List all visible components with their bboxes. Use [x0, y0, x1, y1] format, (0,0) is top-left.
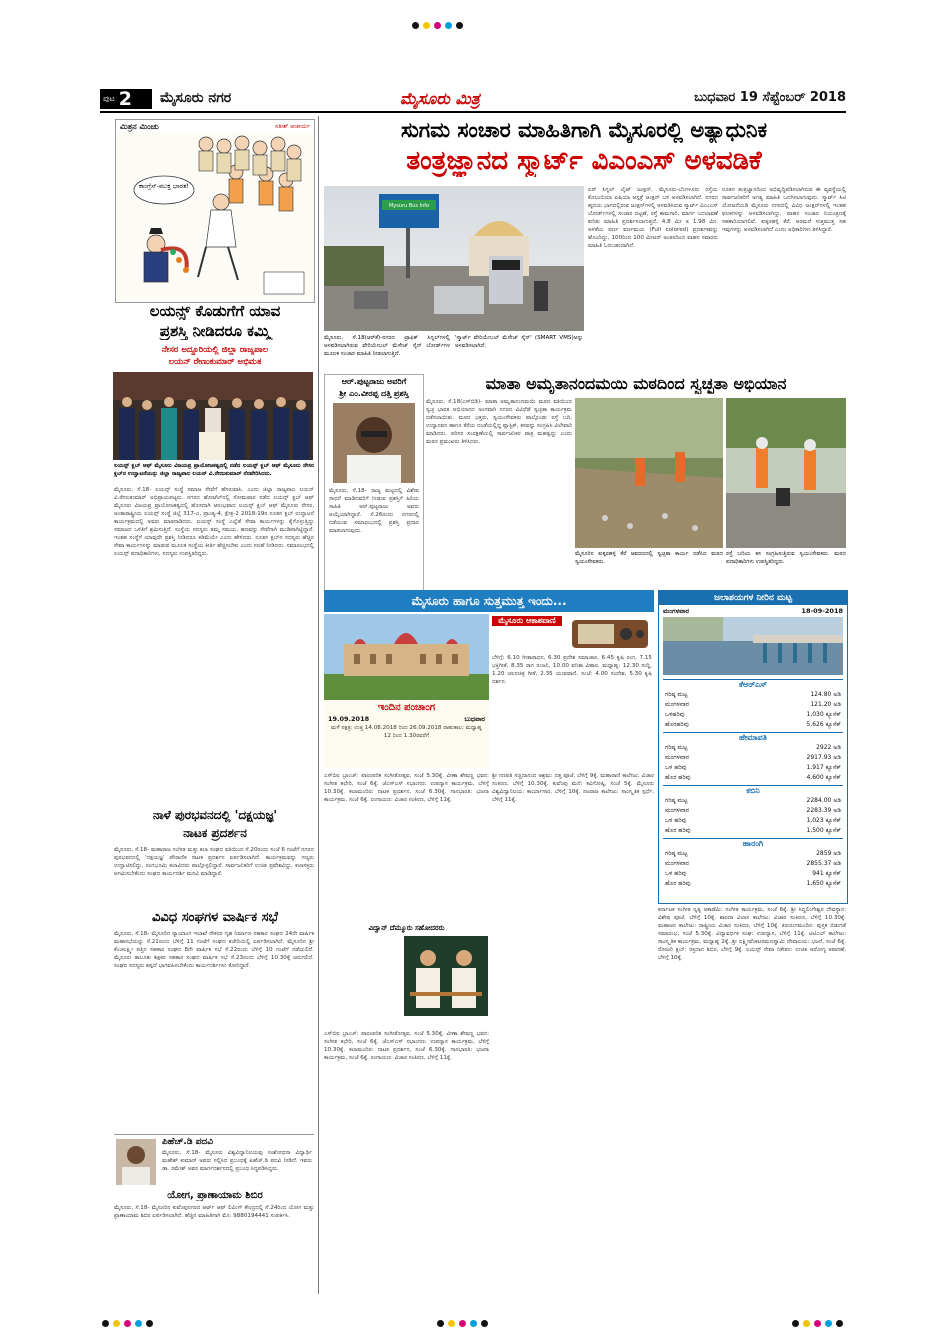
dam-row-label: ಹೊರ ಹರಿವು [665, 774, 691, 781]
dam-name: ಕಬಿನಿ [663, 785, 843, 796]
concert-box [324, 924, 489, 1024]
radio-box [492, 614, 654, 768]
dam-row-label: ಒಳಹರಿವು [665, 711, 685, 718]
today-events: ಎಸ್‌ಬಿಐ ಬ್ರಾಂಚ್: ಪಾರಂಪರಿಕ ಸಂಗೀತೋತ್ಸವ, ಸಂಜೆ 5.30ಕ್ಕೆ. ವೀಣಾ ಶೇಷಣ್ಣ ಭವನ: ಸಂಗೀತ ಕಛೇರಿ, ಸಂಜೆ 6ಕ್ಕೆ. ಜೆಎಸ್‌ಎಸ್ ಸಭಾಂಗಣ: ಉಪನ್ಯಾಸ ಕಾರ್ಯಕ್ರಮ, ಬೆಳಿಗ್ಗೆ 10.30ಕ್ಕೆ. ಕಲಾಮಂದಿರ: ನಾಟಕ ಪ್ರದರ್ಶನ, ಸಂಜೆ 6.30ಕ್ಕೆ. ಗಾನಭಾರತಿ: ಭಜನಾ ಕಾರ್ಯಕ್ರಮ, ಸಂಜೆ 6ಕ್ಕೆ. ರಂಗಾಯಣ: ವಿಚಾರ ಸಂಕಿರಣ, ಬೆಳಿಗ್ಗೆ 11ಕ್ಕೆ. [324, 773, 489, 803]
panchanga-title: ಇಂದಿನ ಪಂಚಾಂಗ [377, 702, 436, 713]
today-banner-text: ಮೈಸೂರು ಹಾಗೂ ಸುತ್ತಮುತ್ತ ಇಂದು... [411, 593, 567, 608]
reservoir-date: 18-09-2018 [801, 607, 843, 615]
dam-row-value: 4,600 ಕ್ಯೂಸೆಕ್ [806, 774, 841, 781]
dam-row [663, 710, 843, 720]
dam-row-label: ಗರಿಷ್ಠ ಮಟ್ಟ [665, 691, 688, 698]
dam-row-value: 1,650 ಕ್ಯೂಸೆಕ್ [806, 880, 841, 887]
yoga-body: ಮೈಸೂರು, ಸೆ.18- ಮೈಸೂರಿನ ಕುವೆಂಪುನಗರದ ಆರ್ಟ್ ಆಫ್ ಲಿವಿಂಗ್ ಕೇಂದ್ರದಲ್ಲಿ ಸೆ.24ರಿಂದ ಯೋಗ ಮತ್ತು ಪ್ರಾಣಾಯಾಮ ಶಿಬಿರ ಏರ್ಪಡಿಸಲಾಗಿದೆ. ಹೆಚ್ಚಿನ ಮಾಹಿತಿಗಾಗಿ ಮೊ: 9880194441 ಸಂಪರ್ಕಿಸಿ. [114, 1205, 314, 1219]
registration-marks-bottom-mid [435, 1312, 490, 1331]
panchanga-box [324, 700, 489, 768]
drama-headline-1: ನಾಳೆ ಪುರಭವನದಲ್ಲಿ 'ದಕ್ಷಯಜ್ಞ' [152, 808, 278, 822]
cartoon-title: ಮಿತ್ರನ ಮಿಂಚು [120, 122, 159, 131]
lead-body-a: ಏರ್ ಸಿಗ್ನಲ್ ಲೈಟ್ ಜಂಕ್ಷನ್, ಮೈಸೂರು-ಬೆಂಗಳೂರು ರಸ್ತೆಯ ಕೊಲಂಬಿಯಾ ಏಷಿಯಾ ಆಸ್ಪತ್ರೆ ಜಂಕ್ಷನ್ ಬಳಿ ಅಳವಡಿಸಲಾಗಿದೆ. ನಗರದ ಹೃದಯ ಭಾಗದಲ್ಲಿರುವ ಜಂಕ್ಷನ್‌ಗಳಲ್ಲಿ ಅಳವಡಿಸಿರುವ ಸ್ಮಾರ್ಟ್ ವಿಎಂಎಸ್ ಬೋರ್ಡ್‌ಗಳಲ್ಲಿ ಸಂಚಾರ ದಟ್ಟಣೆ, ರಸ್ತೆ ಕಾಮಗಾರಿ, ಮಾರ್ಗ ಬದಲಾವಣೆ ಕುರಿತು ಮಾಹಿತಿ ಪ್ರದರ್ಶಿಸಲಾಗುತ್ತದೆ. 4.8 ಮೀ x 1.98 ಮೀ. ಅಳತೆಯ ಪರ್ಣ ವರ್ಣಮಯ (Full colored) ಪ್ರದರ್ಶಕವನ್ನು ಹೊಂದಿದ್ದು, 100ರಿಂದ 100 ಮೀಟರ್ ಅಂತರದಿಂದ ವಾಹನ ಸವಾರರು ಮಾಹಿತಿ ಓದಬಹುದಾಗಿದೆ. [588, 187, 718, 249]
lions-headline-2: ಪ್ರಶಸ್ತಿ ನೀಡಿದರೂ ಕಮ್ಮಿ [159, 322, 271, 340]
clean-photo-2 [726, 398, 846, 548]
radio-text: ಬೆಳಿಗ್ಗೆ: 6.10 ಗೀತಾರಾಧನ, 6.30 ಪ್ರದೇಶ ಸಮಾಚಾರ, 6.45 ಕೃಷಿ ರಂಗ, 7.15 ಭಕ್ತಿಗೀತೆ, 8.35 ರಾಗ ರಂಜನಿ, 10.00 ವನಿತಾ ವಿಹಾರ. ಮಧ್ಯಾಹ್ನ: 12.30 ಸುದ್ದಿ, 1.20 ಚಲನಚಿತ್ರ ಗೀತೆ, 2.35 ಯುವವಾಣಿ. ಸಂಜೆ: 4.00 ಸಂದೇಶ, 5.30 ಕೃಷಿ ದರ್ಶನ. [492, 655, 652, 685]
reservoir-title: ಜಲಾಶಯಗಳ ನೀರಿನ ಮಟ್ಟ [659, 591, 847, 605]
dam-row-value: 1,500 ಕ್ಯೂಸೆಕ್ [806, 827, 841, 834]
dam-row-label: ಹೊರಹರಿವು [665, 721, 689, 728]
honor-body: ಮೈಸೂರು, ಸೆ.18- ರಾಜ್ಯ ಮಟ್ಟದಲ್ಲಿ ವಿಶೇಷ ಸಾಧನೆ ಮಾಡಿದವರಿಗೆ ನೀಡುವ ಪ್ರಶಸ್ತಿಗೆ ಹಿರಿಯ ಸಾಹಿತಿ ಆರ್.ಪುಟ್ಟರಾಜು ಅವರು ಆಯ್ಕೆಯಾಗಿದ್ದಾರೆ. ಸೆ.26ರಂದು ನಗರದಲ್ಲಿ ನಡೆಯುವ ಸಮಾರಂಭದಲ್ಲಿ ಪ್ರಶಸ್ತಿ ಪ್ರದಾನ ಮಾಡಲಾಗುವುದು. [329, 488, 419, 534]
dam-row-label: ಮಂಗಳವಾರ [665, 807, 690, 814]
lead-headline-1: ಸುಗಮ ಸಂಚಾರ ಮಾಹಿತಿಗಾಗಿ ಮೈಸೂರಲ್ಲಿ ಅತ್ಯಾಧುನಿಕ [400, 118, 768, 142]
lead-body-b: ನೂತನ ತಂತ್ರಜ್ಞಾನದಿಂದ ಅಭಿವೃದ್ಧಿಪಡಿಸಲಾಗಿರುವ ಈ ವ್ಯವಸ್ಥೆಯಲ್ಲಿ ಸಾರ್ವಜನಿಕರಿಗೆ ಅಗತ್ಯ ಮಾಹಿತಿ ಒದಗಿಸಲಾಗುವುದು. ಸ್ಮಾರ್ಟ್ ಸಿಟಿ ಯೋಜನೆಯಡಿ ಮೈಸೂರು ನಗರದಲ್ಲಿ ವಿವಿಧ ಜಂಕ್ಷನ್‌ಗಳಲ್ಲಿ ಇಂತಹ ಫಲಕಗಳನ್ನು ಅಳವಡಿಸಲಾಗಿದ್ದು, ವಾಹನ ಸಂಚಾರ ನಿಯಂತ್ರಣಕ್ಕೆ ಸಹಕಾರಿಯಾಗಲಿವೆ. ಕುಕ್ಕರಹಳ್ಳಿ ಕೆರೆ, ಅರಮನೆ ಸುತ್ತಮುತ್ತ ಸಹ ಇವುಗಳನ್ನು ಅಳವಡಿಸಲಾಗಿದೆ ಎಂದು ಅಧಿಕಾರಿಗಳು ತಿಳಿಸಿದ್ದಾರೆ. [722, 187, 846, 233]
radio-title: ಮೈಸೂರು ಆಕಾಶವಾಣಿ [492, 616, 562, 626]
clean-caption-2: ರಸ್ತೆ ಬದಿಯ ಕಸ ಸಂಗ್ರಹಿಸುತ್ತಿರುವ ಸ್ವಯಂಸೇವಕರು. ಮಠದ ಪದಾಧಿಕಾರಿಗಳು ಉಪಸ್ಥಿತರಿದ್ದರು. [726, 551, 846, 565]
dam-table [663, 796, 843, 836]
lions-caption: ಲಯನ್ಸ್ ಕ್ಲಬ್ ಆಫ್ ಮೈಸೂರು ವಿಜಯಪ್ರ ಪ್ರಾಯೋಜಕತ್ವದಲ್ಲಿ ನಡೆದ ಲಯನ್ಸ್ ಕ್ಲಬ್ ಆಫ್ ಮೈಸೂರು ನೇಸರ ಕ್ಲಬ್‌ನ ಉದ್ಘಾಟನೆಯನ್ನು ಜಿಲ್ಲಾ ರಾಜ್ಯಪಾಲ ಲಯನ್ ವಿ.ರೇಣುಕುಮಾರ್ ನೆರವೇರಿಸಿದರು. [114, 463, 314, 477]
cartoon-box [115, 119, 315, 303]
cartoon-bubble: ಕಾಂಗ್ರೆಸ್-ಮುಕ್ತ ಭಾರತ! [138, 182, 190, 190]
masthead-rule [100, 111, 846, 113]
dam-row-value: 1,023 ಕ್ಯೂಸೆಕ್ [806, 817, 841, 824]
registration-marks-bottom-right [790, 1312, 845, 1331]
dam-row [663, 796, 843, 806]
dam-row-value: 2283.39 ಅಡಿ [806, 807, 841, 814]
dam-row [663, 753, 843, 763]
dam-row-value: 2917.93 ಅಡಿ [806, 754, 841, 761]
registration-marks-top [410, 14, 465, 33]
phd-box [114, 1134, 314, 1187]
dam-name: ಹೇಮಾವತಿ [663, 732, 843, 743]
drama-body: ಮೈಸೂರು, ಸೆ.18- ಮಹಾರಾಜ ಸಂಗೀತ ಮತ್ತು ಕಲಾ ಸಂಘದ ವತಿಯಿಂದ ಸೆ.20ರಂದು ಸಂಜೆ 6 ಗಂಟೆಗೆ ನಗರದ ಪುರಭವನದಲ್ಲಿ 'ದಕ್ಷಯಜ್ಞ' ಪೌರಾಣಿಕ ನಾಟಕ ಪ್ರದರ್ಶನ ಏರ್ಪಡಿಸಲಾಗಿದೆ. ಕಾರ್ಯಕ್ರಮವನ್ನು ಗಣ್ಯರು ಉದ್ಘಾಟಿಸಲಿದ್ದು, ರಂಗಭೂಮಿ ಕಲಾವಿದರು ಪಾಲ್ಗೊಳ್ಳಲಿದ್ದಾರೆ. ಸಾರ್ವಜನಿಕರಿಗೆ ಉಚಿತ ಪ್ರವೇಶವಿದ್ದು, ಕಲಾಸಕ್ತರು ಆಗಮಿಸಬೇಕೆಂದು ಸಂಘದ ಕಾರ್ಯದರ್ಶಿ ಮನವಿ ಮಾಡಿದ್ದಾರೆ. [114, 847, 314, 877]
yoga-title: ಯೋಗ, ಪ್ರಾಣಾಯಾಮ ಶಿಬಿರ [167, 1190, 263, 1201]
dam-table [663, 849, 843, 889]
lead-caption-2: 'ಸ್ಮಾರ್ಟ್ ವೇರಿಯೇಬಲ್ ಮೆಸೇಜ್ ಸೈನ್' (SMART VMS)ಅನ್ನು ಅಳವಡಿಸಲಾಗಿದೆ. [455, 335, 583, 349]
dam-row [663, 773, 843, 783]
dam-row-label: ಹೊರ ಹರಿವು [665, 880, 691, 887]
cartoon-artist: ಸತೀಶ್ ಆಚಾರ್ಯ [275, 123, 310, 130]
lead-caption-1: ಮೈಸೂರು, ಸೆ.18(ಆರ್‌ಕೆ)-ನಗರದ ಟ್ರಾಫಿಕ್ ಸಿಗ್ನಲ್‌ಗಳಲ್ಲಿ ಅಳವಡಿಸಲಾಗಿರುವ ವೇರಿಯೇಬಲ್ ಮೆಸೇಜ್ ಸೈನ್ ಬೋರ್ಡ್‌ಗಳ ಮೂಲಕ ಸಂಚಾರ ಮಾಹಿತಿ ನೀಡಲಾಗುತ್ತಿದೆ. [324, 335, 450, 357]
dam-row-value: 124.80 ಅಡಿ [810, 691, 841, 698]
meetings-headline: ವಿವಿಧ ಸಂಘಗಳ ವಾರ್ಷಿಕ ಸಭೆ [152, 910, 278, 925]
lions-headline-1: ಲಯನ್ಸ್ ಕೊಡುಗೆಗೆ ಯಾವ [149, 302, 281, 320]
dam-row [663, 743, 843, 753]
honor-title-1: ಆರ್.ಪುಟ್ಟರಾಜು ಅವರಿಗೆ [341, 377, 407, 386]
lions-body: ಮೈಸೂರು, ಸೆ.18- ಲಯನ್ಸ್ ಸಂಸ್ಥೆ ಸಮಾಜ ಸೇವೆಗೆ ಹೆಸರುವಾಸಿ. ಎಂದು ಜಿಲ್ಲಾ ರಾಜ್ಯಪಾಲ ಲಯನ್ ವಿ.ರೇಣುಕುಮಾರ್ ಅಭಿಪ್ರಾಯಪಟ್ಟರು. ನಗರದ ಹೋಟೆಲ್‌ನಲ್ಲಿ ಸೋಮವಾರ ನಡೆದ ಲಯನ್ಸ್ ಕ್ಲಬ್ ಆಫ್ ಮೈಸೂರು ವಿಜಯಪ್ರ ಪ್ರಾಯೋಜಕತ್ವದಲ್ಲಿ ಹೊಸದಾಗಿ ಆರಂಭವಾದ ಲಯನ್ಸ್ ಕ್ಲಬ್ ಆಫ್ ಮೈಸೂರು ನೇಸರ, ಅಂತಾರಾಷ್ಟ್ರೀಯ ಲಯನ್ಸ್ ಸಂಸ್ಥೆ ಜಿಲ್ಲೆ 317-ಎ, ಪ್ರಾಂತ್ಯ-4, ಕ್ಷೇತ್ರ-2 2018-19ರ ನೂತನ ಕ್ಲಬ್ ಉದ್ಘಾಟನೆ ಕಾರ್ಯಕ್ರಮದಲ್ಲಿ ಅವರು ಮಾತನಾಡಿದರು. ಲಯನ್ಸ್ ಸಂಸ್ಥೆ ಎಲ್ಲೆಡೆ ಸೇವಾ ಕಾರ್ಯಗಳನ್ನು ಕೈಗೊಳ್ಳುತ್ತಿದ್ದು ಸಮಾಜದ ಒಳಿತಿಗೆ ಶ್ರಮಿಸುತ್ತಿದೆ. ಸಂಸ್ಥೆಯ ಸದಸ್ಯರು ತಮ್ಮ ಸಮಯ, ಹಣವನ್ನು ಸೇವೆಗಾಗಿ ಮುಡಿಪಾಗಿಟ್ಟಿದ್ದಾರೆ. ಇಂತಹ ಸಂಸ್ಥೆಗೆ ಯಾವುದೇ ಪ್ರಶಸ್ತಿ ನೀಡಿದರೂ ಕಡಿಮೆಯೇ ಎಂದು ಹೇಳಿದರು. ನೂತನ ಕ್ಲಬ್‌ನ ಸದಸ್ಯರು ಹೆಚ್ಚಿನ ಸೇವಾ ಕಾರ್ಯಗಳನ್ನು ಮಾಡುವ ಮೂಲಕ ಸಂಸ್ಥೆಯ ಕೀರ್ತಿ ಹೆಚ್ಚಿಸಬೇಕು ಎಂದು ಸಲಹೆ ನೀಡಿದರು. ಸಮಾರಂಭದಲ್ಲಿ ಲಯನ್ಸ್ ಪದಾಧಿಕಾರಿಗಳು, ಸದಸ್ಯರು ಉಪಸ್ಥಿತರಿದ್ದರು. [114, 487, 314, 557]
panchanga-date: 19.09.2018 [328, 715, 370, 723]
lead-sign-text: Mysuru Bus Info [388, 203, 430, 209]
reservoir-day: ಮಂಗಳವಾರ [663, 607, 690, 615]
registration-marks-bottom-left [100, 1312, 155, 1331]
dam-row-label: ಒಳ ಹರಿವು [665, 870, 687, 877]
phd-body: ಮೈಸೂರು, ಸೆ.18- ಮೈಸೂರು ವಿಶ್ವವಿದ್ಯಾನಿಲಯವು ಸಂಶೋಧನಾ ವಿದ್ಯಾರ್ಥಿ ಮಹೇಶ್ ಕುಮಾರ್ ಅವರು ಸಲ್ಲಿಸಿದ ಪ್ರಬಂಧಕ್ಕೆ ಪಿಹೆಚ್.ಡಿ ಪದವಿ ನೀಡಿದೆ. ಇವರು ಡಾ. ರಮೇಶ್ ಅವರ ಮಾರ್ಗದರ್ಶನದಲ್ಲಿ ಪ್ರಬಂಧ ಸಿದ್ಧಪಡಿಸಿದ್ದರು. [162, 1150, 312, 1172]
dam-row [663, 879, 843, 889]
palace-photo [324, 614, 489, 700]
dam-photo [663, 617, 843, 675]
clean-photo-1 [575, 398, 723, 548]
concert-title: ವಿದ್ವಾನ್ ದೆಮ್ಮೂರು ಸಹೋದರರು [368, 924, 445, 932]
dam-row-label: ಒಳ ಹರಿವು [665, 817, 687, 824]
paper-name: ಮೈಸೂರು ಮಿತ್ರ [400, 89, 480, 108]
reservoir-below-text: ಕರ್ನಾಟಕ ಸಂಗೀತ ನೃತ್ಯ ಅಕಾಡೆಮಿ: ಸಂಗೀತ ಕಾರ್ಯಕ್ರಮ, ಸಂಜೆ 6ಕ್ಕೆ. ಶ್ರೀ ಸಿದ್ಧಲಿಂಗೇಶ್ವರ ದೇವಸ್ಥಾನ: ವಿಶೇಷ ಪೂಜೆ, ಬೆಳಿಗ್ಗೆ 10ಕ್ಕೆ. ಶಾರದಾ ವಿಲಾಸ ಕಾಲೇಜು: ವಿಚಾರ ಸಂಕಿರಣ, ಬೆಳಿಗ್ಗೆ 10.30ಕ್ಕೆ. ಮಹಾಜನ ಕಾಲೇಜು: ರಾಷ್ಟ್ರೀಯ ವಿಚಾರ ಸಂಕಿರಣ, ಬೆಳಿಗ್ಗೆ 10ಕ್ಕೆ. ಕಿರುರಂಗಮಂದಿರ: ಪುಸ್ತಕ ಬಿಡುಗಡೆ ಸಮಾರಂಭ, ಸಂಜೆ 5.30ಕ್ಕೆ. ವಿದ್ಯಾವರ್ಧಕ ಸಂಘ: ಉಪನ್ಯಾಸ, ಬೆಳಿಗ್ಗೆ 11ಕ್ಕೆ. ಟಿಟಿಎಲ್ ಕಾಲೇಜು: ಸಾಂಸ್ಕೃತಿಕ ಕಾರ್ಯಕ್ರಮ, ಮಧ್ಯಾಹ್ನ 2ಕ್ಕೆ. ಶ್ರೀ ಲಕ್ಷ್ಮೀವೆಂಕಟರಮಣಸ್ವಾಮಿ ದೇವಾಲಯ: ಭಜನೆ, ಸಂಜೆ 6ಕ್ಕೆ. ರೋಟರಿ ಕ್ಲಬ್: ರಕ್ತದಾನ ಶಿಬಿರ, ಬೆಳಿಗ್ಗೆ 9ಕ್ಕೆ. ಲಯನ್ಸ್ ಸೇವಾ ನಿಕೇತನ: ಉಚಿತ ಆರೋಗ್ಯ ತಪಾಸಣೆ, ಬೆಳಿಗ್ಗೆ 10ಕ್ಕೆ. [658, 907, 846, 961]
dam-row-label: ಮಂಗಳವಾರ [665, 860, 690, 867]
meetings-body: ಮೈಸೂರು, ಸೆ.18- ಮೈಸೂರಿನ ನ್ಯಾಯಾಂಗ ಇಲಾಖೆ ನೌಕರರ ಗೃಹ ನಿರ್ಮಾಣ ಸಹಕಾರ ಸಂಘದ 24ನೇ ವಾರ್ಷಿಕ ಮಹಾಸಭೆಯನ್ನು ಸೆ.21ರಂದು ಬೆಳಿಗ್ಗೆ 11 ಗಂಟೆಗೆ ಸಂಘದ ಕಚೇರಿಯಲ್ಲಿ ಏರ್ಪಡಿಸಲಾಗಿದೆ. ಮೈಸೂರಿನ ಶ್ರೀ ಕೆಂಚಲಕ್ಷ್ಮೀ ಪತ್ತಿನ ಸಹಕಾರ ಸಂಘದ 8ನೇ ವಾರ್ಷಿಕ ಸಭೆ ಸೆ.22ರಂದು ಬೆಳಿಗ್ಗೆ 10 ಗಂಟೆಗೆ ನಡೆಯಲಿದೆ. ಮೈಸೂರು ತಾಲೂಕು ಶಿಕ್ಷಕರ ಸಹಕಾರ ಸಂಘದ ವಾರ್ಷಿಕ ಸಭೆ ಸೆ.23ರಂದು ಬೆಳಿಗ್ಗೆ 10.30ಕ್ಕೆ ಜರುಗಲಿದೆ. ಸಂಘದ ಸದಸ್ಯರು ತಪ್ಪದೆ ಭಾಗವಹಿಸಬೇಕೆಂದು ಕಾರ್ಯದರ್ಶಿಗಳು ಕೋರಿದ್ದಾರೆ. [114, 931, 314, 969]
dam-row-label: ಗರಿಷ್ಠ ಮಟ್ಟ [665, 797, 688, 804]
dam-tables [663, 677, 843, 889]
clean-body: ಮೈಸೂರು, ಸೆ.18(ಎಸ್‌ಬಿಡಿ)- ಮಾತಾ ಅಮೃತಾನಂದಮಯಿ ಮಠದ ವತಿಯಿಂದ ಸ್ವಚ್ಛ ಭಾರತ ಅಭಿಯಾನದ ಅಂಗವಾಗಿ ನಗರದ ವಿವಿಧೆಡೆ ಸ್ವಚ್ಛತಾ ಕಾರ್ಯಕ್ರಮ ನಡೆಸಲಾಯಿತು. ಮಠದ ಭಕ್ತರು, ಸ್ವಯಂಸೇವಕರು ಪಾಲ್ಗೊಂಡು ರಸ್ತೆ ಬದಿ, ಉದ್ಯಾನವನ ಹಾಗೂ ಕೆರೆಯ ದಂಡೆಯಲ್ಲಿದ್ದ ಪ್ಲಾಸ್ಟಿಕ್, ಕಸವನ್ನು ಸಂಗ್ರಹಿಸಿ ವಿಲೇವಾರಿ ಮಾಡಿದರು. ಪರಿಸರ ಸಂರಕ್ಷಣೆಯಲ್ಲಿ ಸಾರ್ವಜನಿಕರ ಪಾತ್ರ ಮಹತ್ವದ್ದು ಎಂದು ಮಠದ ಪ್ರಮುಖರು ತಿಳಿಸಿದರು. [426, 399, 572, 445]
dam-row [663, 859, 843, 869]
panchanga-day: ಬುಧವಾರ [464, 715, 485, 723]
dam-row [663, 849, 843, 859]
dam-row-label: ಹೊರ ಹರಿವು [665, 827, 691, 834]
today-events-2: ಶ್ರೀ ಗಣಪತಿ ಸಚ್ಚಿದಾನಂದ ಆಶ್ರಮ: ದತ್ತ ಪೂಜೆ, ಬೆಳಿಗ್ಗೆ 9ಕ್ಕೆ. ಮಹಾರಾಣಿ ಕಾಲೇಜು: ವಿಚಾರ ಸಂಕಿರಣ, ಬೆಳಿಗ್ಗೆ 10.30ಕ್ಕೆ. ಕುವೆಂಪು ಮನೆ: ಕವಿಗೋಷ್ಠಿ, ಸಂಜೆ 5ಕ್ಕೆ. ಮೈಸೂರು ವಿಶ್ವವಿದ್ಯಾನಿಲಯ: ಕಾರ್ಯಾಗಾರ, ಬೆಳಿಗ್ಗೆ 10ಕ್ಕೆ. ನಟರಾಜ ಕಾಲೇಜು: ಸಾಂಸ್ಕೃತಿಕ ಸ್ಪರ್ಧೆ, ಬೆಳಿಗ್ಗೆ 11ಕ್ಕೆ. [492, 773, 654, 803]
dam-row [663, 816, 843, 826]
lions-photo [113, 372, 313, 460]
honor-photo [333, 403, 415, 483]
drama-headline-2: ನಾಟಕ ಪ್ರದರ್ಶನ [183, 826, 247, 840]
concert-photo [404, 936, 488, 1016]
dam-row-value: 5,626 ಕ್ಯೂಸೆಕ್ [806, 721, 841, 728]
reservoir-box [658, 590, 848, 904]
dam-row-label: ಗರಿಷ್ಠ ಮಟ್ಟ [665, 850, 688, 857]
dam-row-value: 2855.37 ಅಡಿ [806, 860, 841, 867]
honor-box [324, 374, 424, 598]
dam-row-value: 2859 ಅಡಿ [816, 850, 841, 857]
dam-row-label: ಒಳ ಹರಿವು [665, 764, 687, 771]
column-divider-left [318, 116, 319, 1294]
cartoon-drawing [116, 132, 314, 302]
dam-row-value: 1,030 ಕ್ಯೂಸೆಕ್ [806, 711, 841, 718]
dam-name: ಕೆಆರ್‌ಎಸ್ [663, 679, 843, 690]
dam-row [663, 690, 843, 700]
dam-row [663, 869, 843, 879]
lions-subhead-2: ಲಯನ್ ರೇಣುಕುಮಾರ್ ಅಭಿಮತ [168, 357, 262, 367]
panchanga-text: ಮಳೆ ನಕ್ಷತ್ರ: ಉತ್ತ 14.08.2018 ರಿಂದ 26.09.2018 ರಾಹುಕಾಲ: ಮಧ್ಯಾಹ್ನ 12 ರಿಂದ 1.30ರವರೆಗೆ [331, 725, 482, 739]
radio-icon [570, 614, 650, 650]
dam-row [663, 720, 843, 730]
dam-row-value: 1,917 ಕ್ಯೂಸೆಕ್ [806, 764, 841, 771]
clean-headline: ಮಾತಾ ಅಮೃತಾನಂದಮಯಿ ಮಠದಿಂದ ಸ್ವಚ್ಛತಾ ಅಭಿಯಾನ [485, 374, 787, 393]
dam-row-label: ಮಂಗಳವಾರ [665, 701, 690, 708]
phd-title: ಪಿಹೆಚ್.ಡಿ ಪದವಿ [162, 1137, 214, 1147]
today-banner [324, 590, 654, 612]
dam-row-value: 121.20 ಅಡಿ [810, 701, 841, 708]
today-events-3: ಎಸ್‌ಬಿಐ ಬ್ರಾಂಚ್: ಪಾರಂಪರಿಕ ಸಂಗೀತೋತ್ಸವ, ಸಂಜೆ 5.30ಕ್ಕೆ. ವೀಣಾ ಶೇಷಣ್ಣ ಭವನ: ಸಂಗೀತ ಕಛೇರಿ, ಸಂಜೆ 6ಕ್ಕೆ. ಜೆಎಸ್‌ಎಸ್ ಸಭಾಂಗಣ: ಉಪನ್ಯಾಸ ಕಾರ್ಯಕ್ರಮ, ಬೆಳಿಗ್ಗೆ 10.30ಕ್ಕೆ. ಕಲಾಮಂದಿರ: ನಾಟಕ ಪ್ರದರ್ಶನ, ಸಂಜೆ 6.30ಕ್ಕೆ. ಗಾನಭಾರತಿ: ಭಜನಾ ಕಾರ್ಯಕ್ರಮ, ಸಂಜೆ 6ಕ್ಕೆ. ರಂಗಾಯಣ: ವಿಚಾರ ಸಂಕಿರಣ, ಬೆಳಿಗ್ಗೆ 11ಕ್ಕೆ. [324, 1031, 489, 1061]
lead-photo [324, 186, 584, 331]
phd-photo [116, 1139, 156, 1185]
honor-title-2: ಶ್ರೀ ಎಂ.ವೀರಪ್ಪ ದತ್ತಿ ಪ್ರಶಸ್ತಿ [339, 389, 409, 398]
dam-row-label: ಗರಿಷ್ಠ ಮಟ್ಟ [665, 744, 688, 751]
dam-table [663, 743, 843, 783]
lions-subhead-1: ನೇಸರ ಅದ್ದೂರಿಯಲ್ಲಿ ಜಿಲ್ಲಾ ರಾಜ್ಯಪಾಲ [161, 345, 269, 355]
dam-row-label: ಮಂಗಳವಾರ [665, 754, 690, 761]
section-name: ಮೈಸೂರು ನಗರ [160, 90, 232, 106]
page-label: ಪುಟ [103, 94, 115, 103]
dam-row-value: 2922 ಅಡಿ [816, 744, 841, 751]
dam-name: ಹಾರಂಗಿ [663, 838, 843, 849]
page-number: 2 [118, 88, 132, 110]
clean-caption-1: ಮೈಸೂರಿನ ಕುಕ್ಕರಹಳ್ಳಿ ಕೆರೆ ಆವರಣದಲ್ಲಿ ಸ್ವಚ್ಛತಾ ಕಾರ್ಯ ನಡೆಸಿದ ಮಠದ ಸ್ವಯಂಸೇವಕರು. [575, 551, 723, 565]
issue-date: ಬುಧವಾರ 19 ಸೆಪ್ಟೆಂಬರ್ 2018 [694, 90, 846, 105]
page-number-badge [100, 89, 152, 109]
dam-row-value: 941 ಕ್ಯೂಸೆಕ್ [812, 870, 841, 877]
dam-row [663, 806, 843, 816]
masthead [100, 88, 846, 110]
dam-row [663, 700, 843, 710]
dam-row-value: 2284.00 ಅಡಿ [806, 797, 841, 804]
dam-row [663, 826, 843, 836]
dam-table [663, 690, 843, 730]
dam-row [663, 763, 843, 773]
lead-headline-2: ತಂತ್ರಜ್ಞಾನದ ಸ್ಮಾರ್ಟ್ ವಿಎಂಎಸ್ ಅಳವಡಿಕೆ [406, 146, 762, 176]
